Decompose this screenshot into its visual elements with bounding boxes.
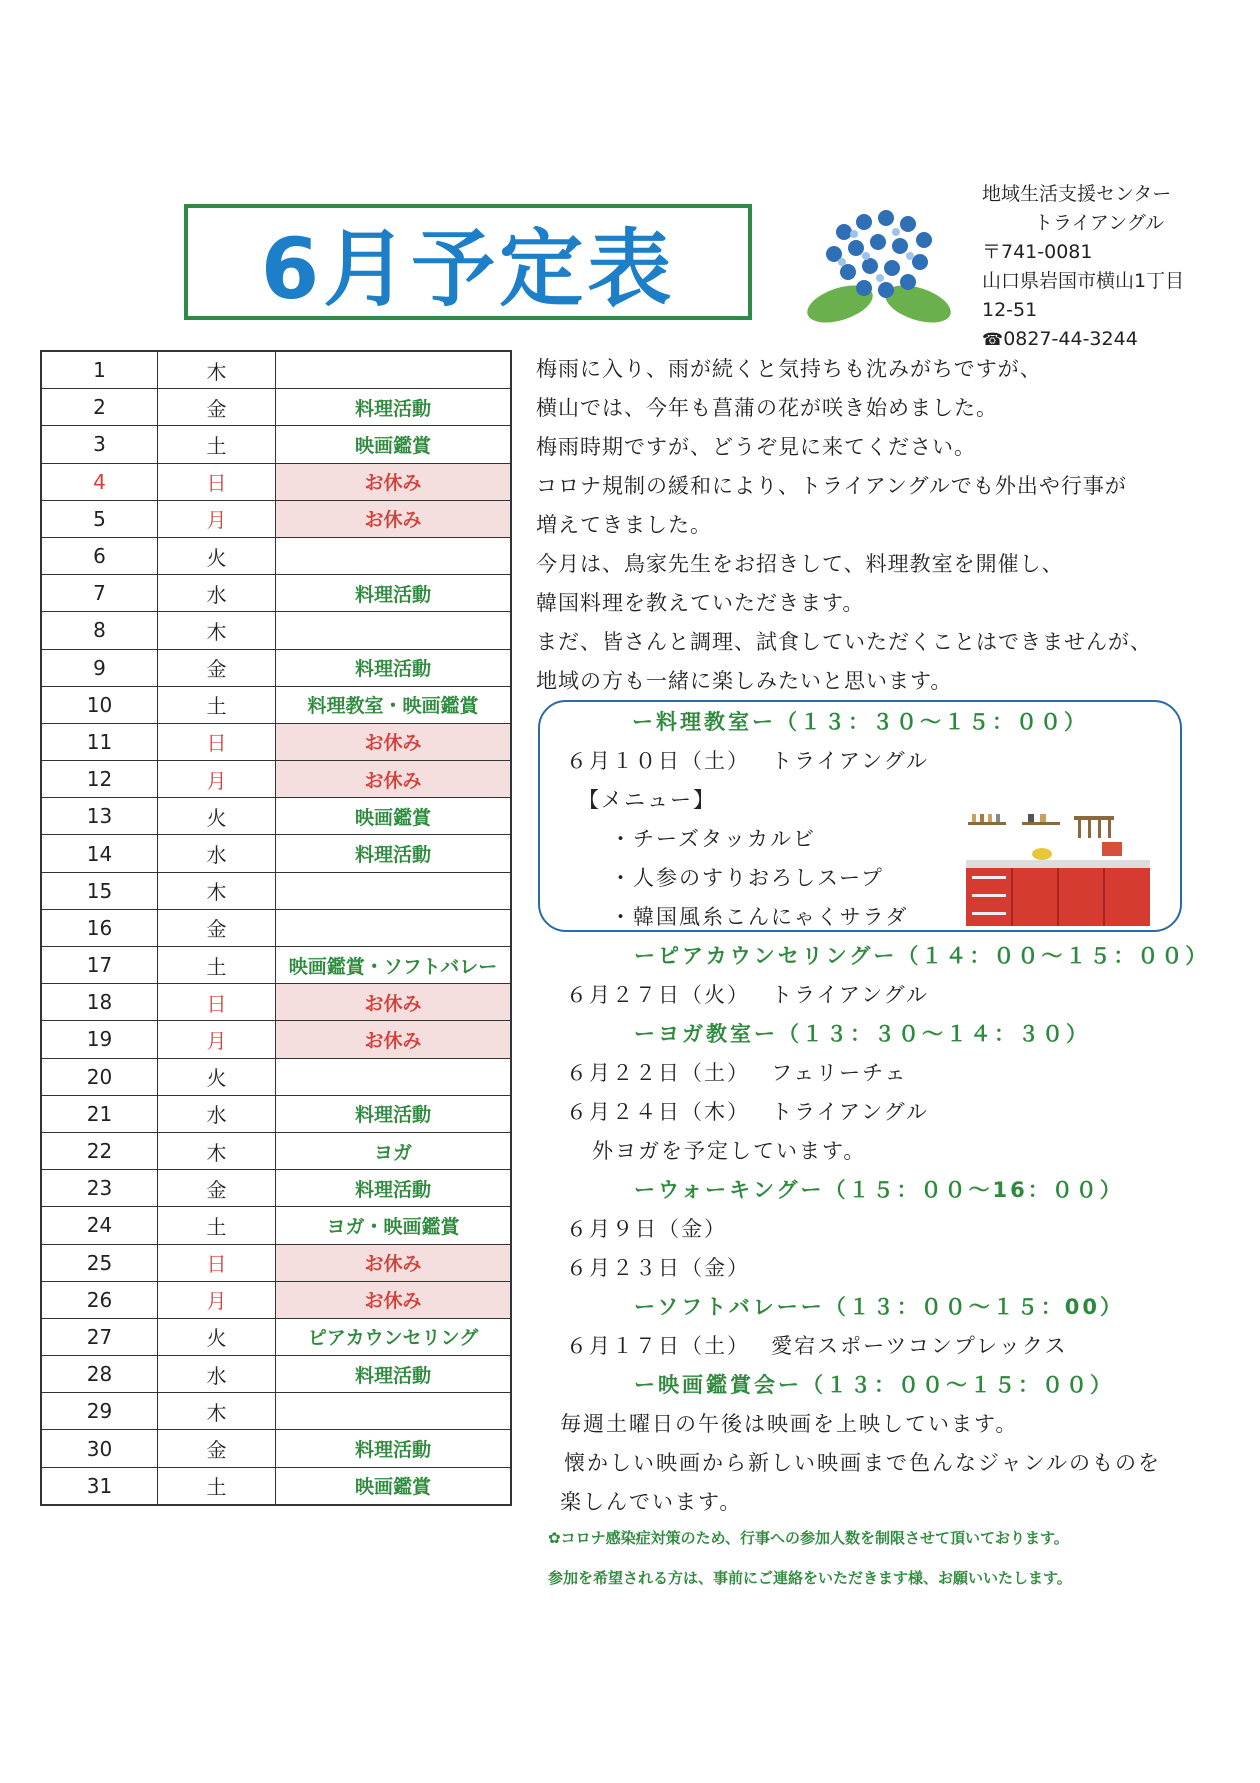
event-cell: お休み: [276, 1244, 512, 1281]
day-cell: 23: [41, 1170, 158, 1207]
page-title: 6月予定表: [260, 219, 676, 318]
intro-line: 増えてきました。: [536, 513, 712, 537]
schedule-row: [41, 575, 511, 612]
org-info: [982, 180, 1252, 355]
walking-date-2: ６月２３日（金）: [566, 1256, 750, 1280]
day-cell: 21: [41, 1095, 158, 1132]
schedule-row: [41, 686, 511, 723]
schedule-row: [41, 1170, 511, 1207]
event-cell: 料理活動: [276, 1095, 512, 1132]
day-cell: 24: [41, 1207, 158, 1244]
weekday-cell: 火: [158, 1318, 276, 1355]
event-cell: 料理活動: [276, 575, 512, 612]
day-cell: 8: [41, 612, 158, 649]
event-cell: お休み: [276, 984, 512, 1021]
org-address-1: 山口県岩国市横山1丁目: [982, 270, 1185, 292]
event-cell: 料理活動: [276, 835, 512, 872]
kitchen-illustration: [966, 814, 1150, 926]
intro-line: 横山では、今年も菖蒲の花が咲き始めました。: [536, 396, 998, 420]
weekday-cell: 日: [158, 984, 276, 1021]
schedule-row: [41, 723, 511, 760]
schedule-row: [41, 1058, 511, 1095]
weekday-cell: 土: [158, 426, 276, 463]
schedule-row: [41, 389, 511, 426]
event-cell: [276, 872, 512, 909]
movie-line-1: 毎週土曜日の午後は映画を上映しています。: [560, 1412, 1019, 1436]
day-cell: 4: [41, 463, 158, 500]
schedule-row: [41, 909, 511, 946]
weekday-cell: 日: [158, 463, 276, 500]
cooking-menu-item: ・チーズタッカルビ: [610, 827, 816, 851]
day-cell: 16: [41, 909, 158, 946]
yoga-heading: ーヨガ教室ー（１３：３０～１４：３０）: [634, 1022, 1090, 1046]
weekday-cell: 月: [158, 500, 276, 537]
schedule-row: [41, 1318, 511, 1355]
movie-heading: ー映画鑑賞会ー（１３：００～１５：００）: [634, 1373, 1114, 1397]
weekday-cell: 月: [158, 1021, 276, 1058]
schedule-row: [41, 500, 511, 537]
event-cell: 料理教室・映画鑑賞: [276, 686, 512, 723]
schedule-row: [41, 984, 511, 1021]
weekday-cell: 木: [158, 612, 276, 649]
schedule-row: [41, 835, 511, 872]
day-cell: 18: [41, 984, 158, 1021]
cooking-date: ６月１０日（土） トライアングル: [566, 749, 930, 773]
org-address-2: 12-51: [982, 299, 1038, 321]
day-cell: 19: [41, 1021, 158, 1058]
weekday-cell: 月: [158, 761, 276, 798]
weekday-cell: 木: [158, 1132, 276, 1169]
weekday-cell: 金: [158, 389, 276, 426]
event-cell: ピアカウンセリング: [276, 1318, 512, 1355]
day-cell: 31: [41, 1467, 158, 1505]
movie-line-2: 懐かしい映画から新しい映画まで色んなジャンルのものを: [564, 1451, 1162, 1475]
cooking-menu-item: ・人参のすりおろしスープ: [610, 866, 884, 890]
schedule-row: [41, 1393, 511, 1430]
softvolley-date: ６月１７日（土） 愛宕スポーツコンプレックス: [566, 1334, 1068, 1358]
weekday-cell: 水: [158, 1356, 276, 1393]
event-cell: [276, 537, 512, 574]
hydrangea-illustration: [800, 200, 960, 328]
peer-heading: ーピアカウンセリングー（１４：００～１５：００）: [634, 944, 1210, 968]
org-sub: トライアングル: [1034, 212, 1165, 234]
peer-date: ６月２７日（火） トライアングル: [566, 983, 930, 1007]
walking-heading: ーウォーキングー（１５：００～16：００）: [634, 1178, 1124, 1202]
day-cell: 14: [41, 835, 158, 872]
schedule-table: [40, 350, 512, 1506]
event-cell: お休み: [276, 463, 512, 500]
weekday-cell: 水: [158, 575, 276, 612]
day-cell: 26: [41, 1281, 158, 1318]
weekday-cell: 月: [158, 1281, 276, 1318]
schedule-row: [41, 1021, 511, 1058]
weekday-cell: 水: [158, 835, 276, 872]
weekday-cell: 木: [158, 1393, 276, 1430]
day-cell: 5: [41, 500, 158, 537]
schedule-row: [41, 1095, 511, 1132]
event-cell: お休み: [276, 1281, 512, 1318]
event-cell: [276, 909, 512, 946]
schedule-row: [41, 351, 511, 389]
softvolley-heading: ーソフトバレーー（１３：００～１５：00）: [634, 1295, 1124, 1319]
day-cell: 12: [41, 761, 158, 798]
day-cell: 27: [41, 1318, 158, 1355]
schedule-row: [41, 872, 511, 909]
event-cell: [276, 1058, 512, 1095]
day-cell: 25: [41, 1244, 158, 1281]
day-cell: 7: [41, 575, 158, 612]
contact-note: 参加を希望される方は、事前にご連絡をいただきます様、お願いいたします。: [548, 1569, 1072, 1587]
intro-line: まだ、皆さんと調理、試食していただくことはできませんが、: [536, 630, 1152, 654]
day-cell: 9: [41, 649, 158, 686]
org-tel-number: 0827-44-3244: [1003, 328, 1138, 350]
event-cell: 映画鑑賞: [276, 798, 512, 835]
event-cell: 映画鑑賞: [276, 426, 512, 463]
day-cell: 17: [41, 947, 158, 984]
weekday-cell: 水: [158, 1095, 276, 1132]
event-cell: 料理活動: [276, 1170, 512, 1207]
cooking-menu-label: 【メニュー】: [578, 788, 716, 812]
day-cell: 20: [41, 1058, 158, 1095]
weekday-cell: 金: [158, 1170, 276, 1207]
weekday-cell: 火: [158, 1058, 276, 1095]
org-name: 地域生活支援センター: [982, 183, 1172, 205]
cooking-menu-item: ・韓国風糸こんにゃくサラダ: [610, 905, 909, 929]
event-cell: ヨガ: [276, 1132, 512, 1169]
intro-line: 今月は、鳥家先生をお招きして、料理教室を開催し、: [536, 552, 1064, 576]
weekday-cell: 火: [158, 537, 276, 574]
yoga-date-2: ６月２４日（木） トライアングル: [566, 1100, 930, 1124]
weekday-cell: 土: [158, 947, 276, 984]
day-cell: 1: [41, 351, 158, 389]
day-cell: 15: [41, 872, 158, 909]
yoga-date-1: ６月２２日（土） フェリーチェ: [566, 1061, 908, 1085]
event-cell: お休み: [276, 1021, 512, 1058]
intro-line: コロナ規制の緩和により、トライアングルでも外出や行事が: [536, 474, 1127, 498]
weekday-cell: 日: [158, 723, 276, 760]
walking-date-1: ６月９日（金）: [566, 1217, 727, 1241]
schedule-row: [41, 649, 511, 686]
org-postal: 〒741-0081: [982, 241, 1093, 263]
intro-line: 梅雨に入り、雨が続くと気持ちも沈みがちですが、: [536, 357, 1042, 381]
day-cell: 2: [41, 389, 158, 426]
intro-line: 地域の方も一緒に楽しみたいと思います。: [536, 669, 953, 693]
day-cell: 28: [41, 1356, 158, 1393]
event-cell: 料理活動: [276, 1430, 512, 1467]
event-cell: 映画鑑賞: [276, 1467, 512, 1505]
weekday-cell: 土: [158, 1207, 276, 1244]
day-cell: 22: [41, 1132, 158, 1169]
event-cell: [276, 1393, 512, 1430]
schedule-row: [41, 537, 511, 574]
event-cell: 料理活動: [276, 1356, 512, 1393]
weekday-cell: 木: [158, 872, 276, 909]
schedule-row: [41, 1207, 511, 1244]
schedule-row: [41, 1467, 511, 1505]
weekday-cell: 金: [158, 909, 276, 946]
schedule-row: [41, 761, 511, 798]
covid-note: ✿コロナ感染症対策のため、行事への参加人数を制限させて頂いております。: [548, 1529, 1069, 1547]
weekday-cell: 金: [158, 649, 276, 686]
phone-icon: ☎: [982, 330, 1004, 350]
day-cell: 11: [41, 723, 158, 760]
day-cell: 10: [41, 686, 158, 723]
schedule-row: [41, 612, 511, 649]
schedule-row: [41, 426, 511, 463]
day-cell: 6: [41, 537, 158, 574]
day-cell: 3: [41, 426, 158, 463]
schedule-row: [41, 947, 511, 984]
day-cell: 13: [41, 798, 158, 835]
intro-text: [536, 350, 1236, 701]
day-cell: 30: [41, 1430, 158, 1467]
event-cell: [276, 612, 512, 649]
event-cell: 映画鑑賞・ソフトバレー: [276, 947, 512, 984]
schedule-row: [41, 1281, 511, 1318]
weekday-cell: 火: [158, 798, 276, 835]
event-cell: [276, 351, 512, 389]
schedule-row: [41, 1132, 511, 1169]
yoga-note: 外ヨガを予定しています。: [592, 1139, 867, 1163]
event-cell: 料理活動: [276, 389, 512, 426]
event-cell: 料理活動: [276, 649, 512, 686]
weekday-cell: 土: [158, 686, 276, 723]
event-cell: お休み: [276, 500, 512, 537]
schedule-row: [41, 798, 511, 835]
schedule-row: [41, 1356, 511, 1393]
event-cell: お休み: [276, 723, 512, 760]
schedule-row: [41, 1244, 511, 1281]
schedule-row: [41, 463, 511, 500]
weekday-cell: 日: [158, 1244, 276, 1281]
day-cell: 29: [41, 1393, 158, 1430]
weekday-cell: 木: [158, 351, 276, 389]
weekday-cell: 土: [158, 1467, 276, 1505]
cooking-heading: ー料理教室ー（１３：３０～１５：００）: [632, 710, 1088, 734]
schedule-row: [41, 1430, 511, 1467]
movie-line-3: 楽しんでいます。: [560, 1490, 743, 1514]
intro-line: 梅雨時期ですが、どうぞ見に来てください。: [536, 435, 976, 459]
title-box: [184, 204, 752, 320]
weekday-cell: 金: [158, 1430, 276, 1467]
event-cell: お休み: [276, 761, 512, 798]
intro-line: 韓国料理を教えていただきます。: [536, 591, 865, 615]
event-cell: ヨガ・映画鑑賞: [276, 1207, 512, 1244]
